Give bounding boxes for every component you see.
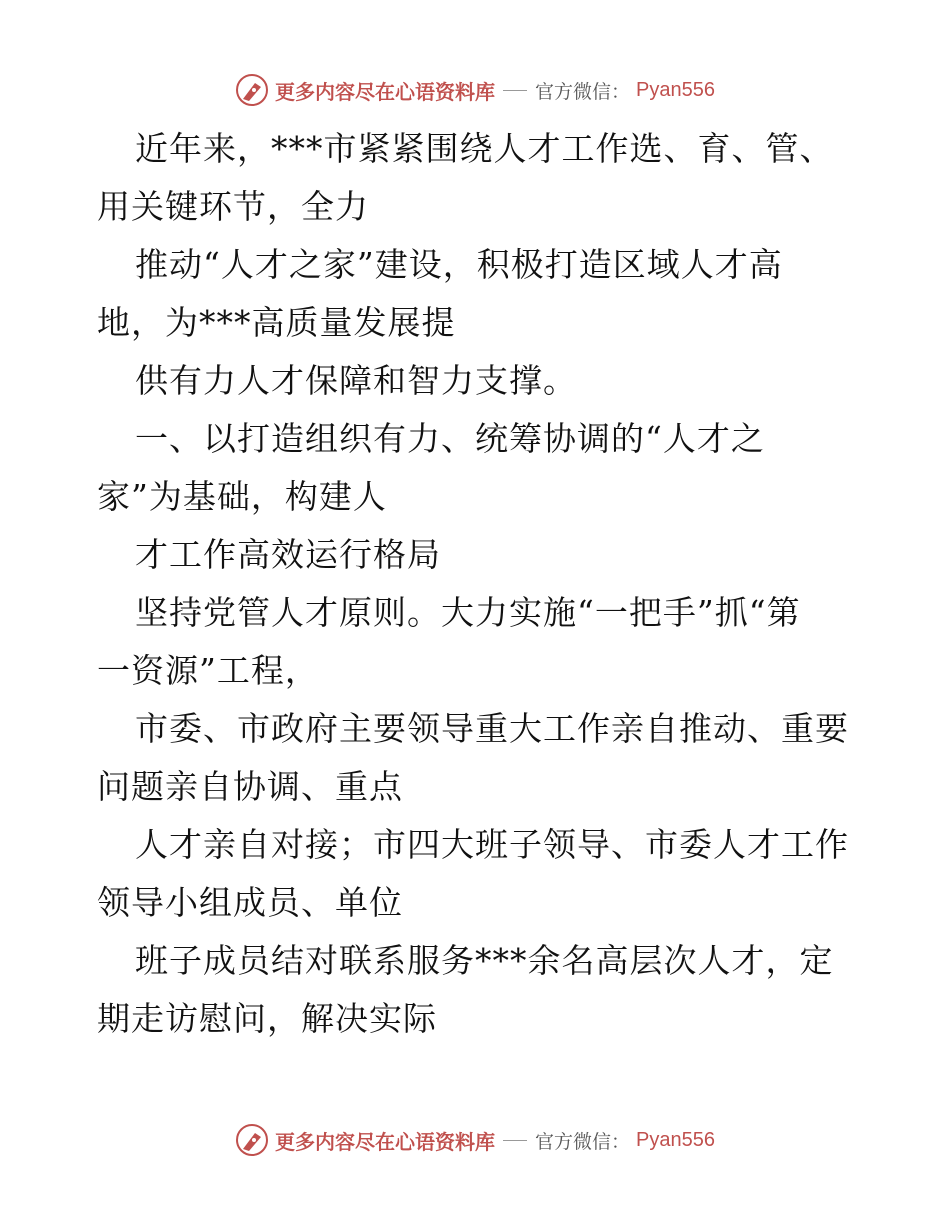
- section-heading-line: 家”为基础，构建人: [97, 477, 387, 516]
- text-line: 一资源”工程，: [97, 651, 319, 690]
- text-line: 班子成员结对联系服务***余名高层次人才，定: [135, 941, 834, 980]
- document-body: [97, 120, 857, 1048]
- watermark-wechat-label: 官方微信：: [535, 80, 631, 103]
- text-line: 用关键环节，全力: [97, 187, 369, 226]
- text-line: 地，为***高质量发展提: [97, 303, 456, 342]
- text-line: 市委、市政府主要领导重大工作亲自推动、重要: [135, 709, 849, 748]
- header-watermark: [0, 70, 950, 110]
- text-line: 问题亲自协调、重点: [97, 767, 403, 806]
- watermark-divider: [503, 1140, 527, 1141]
- watermark-wechat-label: 官方微信：: [535, 1130, 631, 1153]
- text-line: 供有力人才保障和智力支撑。: [135, 361, 577, 400]
- pen-nib-icon: [235, 73, 269, 107]
- text-line: 推动“人才之家”建设，积极打造区域人才高: [135, 245, 783, 284]
- text-line: 期走访慰问，解决实际: [97, 999, 437, 1038]
- text-line: 坚持党管人才原则。大力实施“一把手”抓“第: [135, 593, 801, 632]
- section-heading-line: 才工作高效运行格局: [135, 535, 441, 574]
- watermark-site-text: 更多内容尽在心语资料库: [275, 1129, 495, 1154]
- text-line: 近年来，***市紧紧围绕人才工作选、育、管、: [135, 129, 834, 168]
- section-heading-line: 一、以打造组织有力、统筹协调的“人才之: [135, 419, 765, 458]
- pen-nib-icon: [235, 1123, 269, 1157]
- text-line: 人才亲自对接；市四大班子领导、市委人才工作: [135, 825, 849, 864]
- watermark-wechat-id: Pyan556: [636, 78, 715, 101]
- watermark-wechat-id: Pyan556: [636, 1128, 715, 1151]
- text-line: 领导小组成员、单位: [97, 883, 403, 922]
- footer-watermark: [0, 1120, 950, 1160]
- watermark-divider: [503, 90, 527, 91]
- watermark-site-text: 更多内容尽在心语资料库: [275, 79, 495, 104]
